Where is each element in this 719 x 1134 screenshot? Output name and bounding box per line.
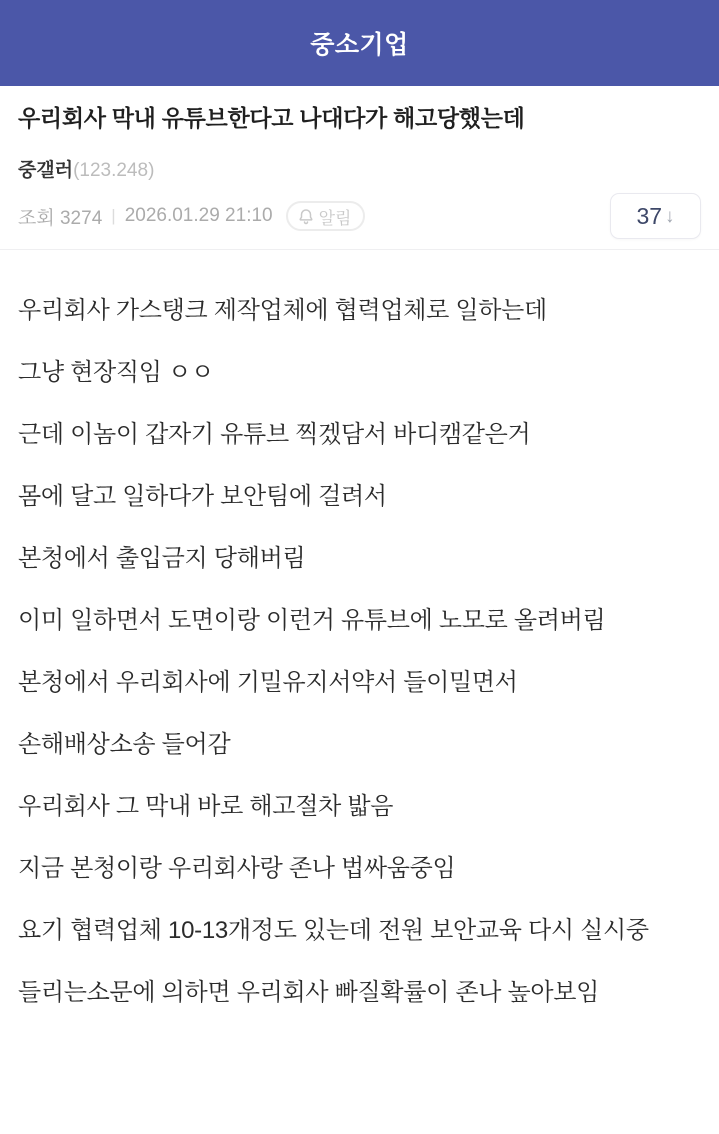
post-paragraph: 근데 이놈이 갑자기 유튜브 찍겠담서 바디캠같은거: [18, 421, 531, 448]
post-paragraph: 본청에서 출입금지 당해버림: [18, 545, 306, 572]
view-count: 조회 3274: [18, 207, 103, 229]
post-paragraph: 본청에서 우리회사에 기밀유지서약서 들이밀면서: [18, 669, 518, 696]
meta-row: [18, 193, 701, 239]
author-ip: (123.248): [73, 160, 155, 181]
vote-box[interactable]: [610, 193, 701, 239]
post-paragraph: 들리는소문에 의하면 우리회사 빠질확률이 존나 높아보임: [18, 979, 600, 1006]
post-timestamp: 2026.01.29 21:10: [124, 205, 273, 226]
gallery-header-bar[interactable]: [0, 0, 719, 86]
post-paragraph: 우리회사 그 막내 바로 해고절차 밟음: [18, 793, 394, 820]
post-paragraph: 그냥 현장직임 ㅇㅇ: [18, 359, 214, 386]
post-paragraph: 지금 본청이랑 우리회사랑 존나 법싸움중임: [18, 855, 456, 882]
post-paragraph: 몸에 달고 일하다가 보안팀에 걸려서: [18, 483, 387, 510]
author-name[interactable]: 중갤러: [18, 160, 74, 181]
post-paragraph: 요기 협력업체 10-13개정도 있는데 전원 보안교육 다시 실시중: [18, 917, 649, 944]
post-paragraph: 우리회사 가스탱크 제작업체에 협력업체로 일하는데: [18, 297, 547, 324]
meta-info: [18, 201, 365, 231]
bell-icon: [297, 207, 315, 225]
post-header-section: [0, 86, 719, 250]
gallery-title: 중소기업: [310, 31, 409, 59]
post-paragraph: 손해배상소송 들어감: [18, 731, 231, 758]
vote-count: 37: [636, 202, 663, 229]
alarm-label: 알림: [318, 208, 352, 228]
post-body: [0, 250, 719, 1009]
alarm-button[interactable]: [286, 201, 366, 231]
down-arrow-icon: ↓: [665, 206, 675, 227]
post-title: 우리회사 막내 유튜브한다고 나대다가 해고당했는데: [18, 105, 525, 131]
author-row: [18, 155, 701, 182]
meta-separator: |: [111, 206, 116, 225]
post-paragraph: 이미 일하면서 도면이랑 이런거 유튜브에 노모로 올려버림: [18, 607, 606, 634]
